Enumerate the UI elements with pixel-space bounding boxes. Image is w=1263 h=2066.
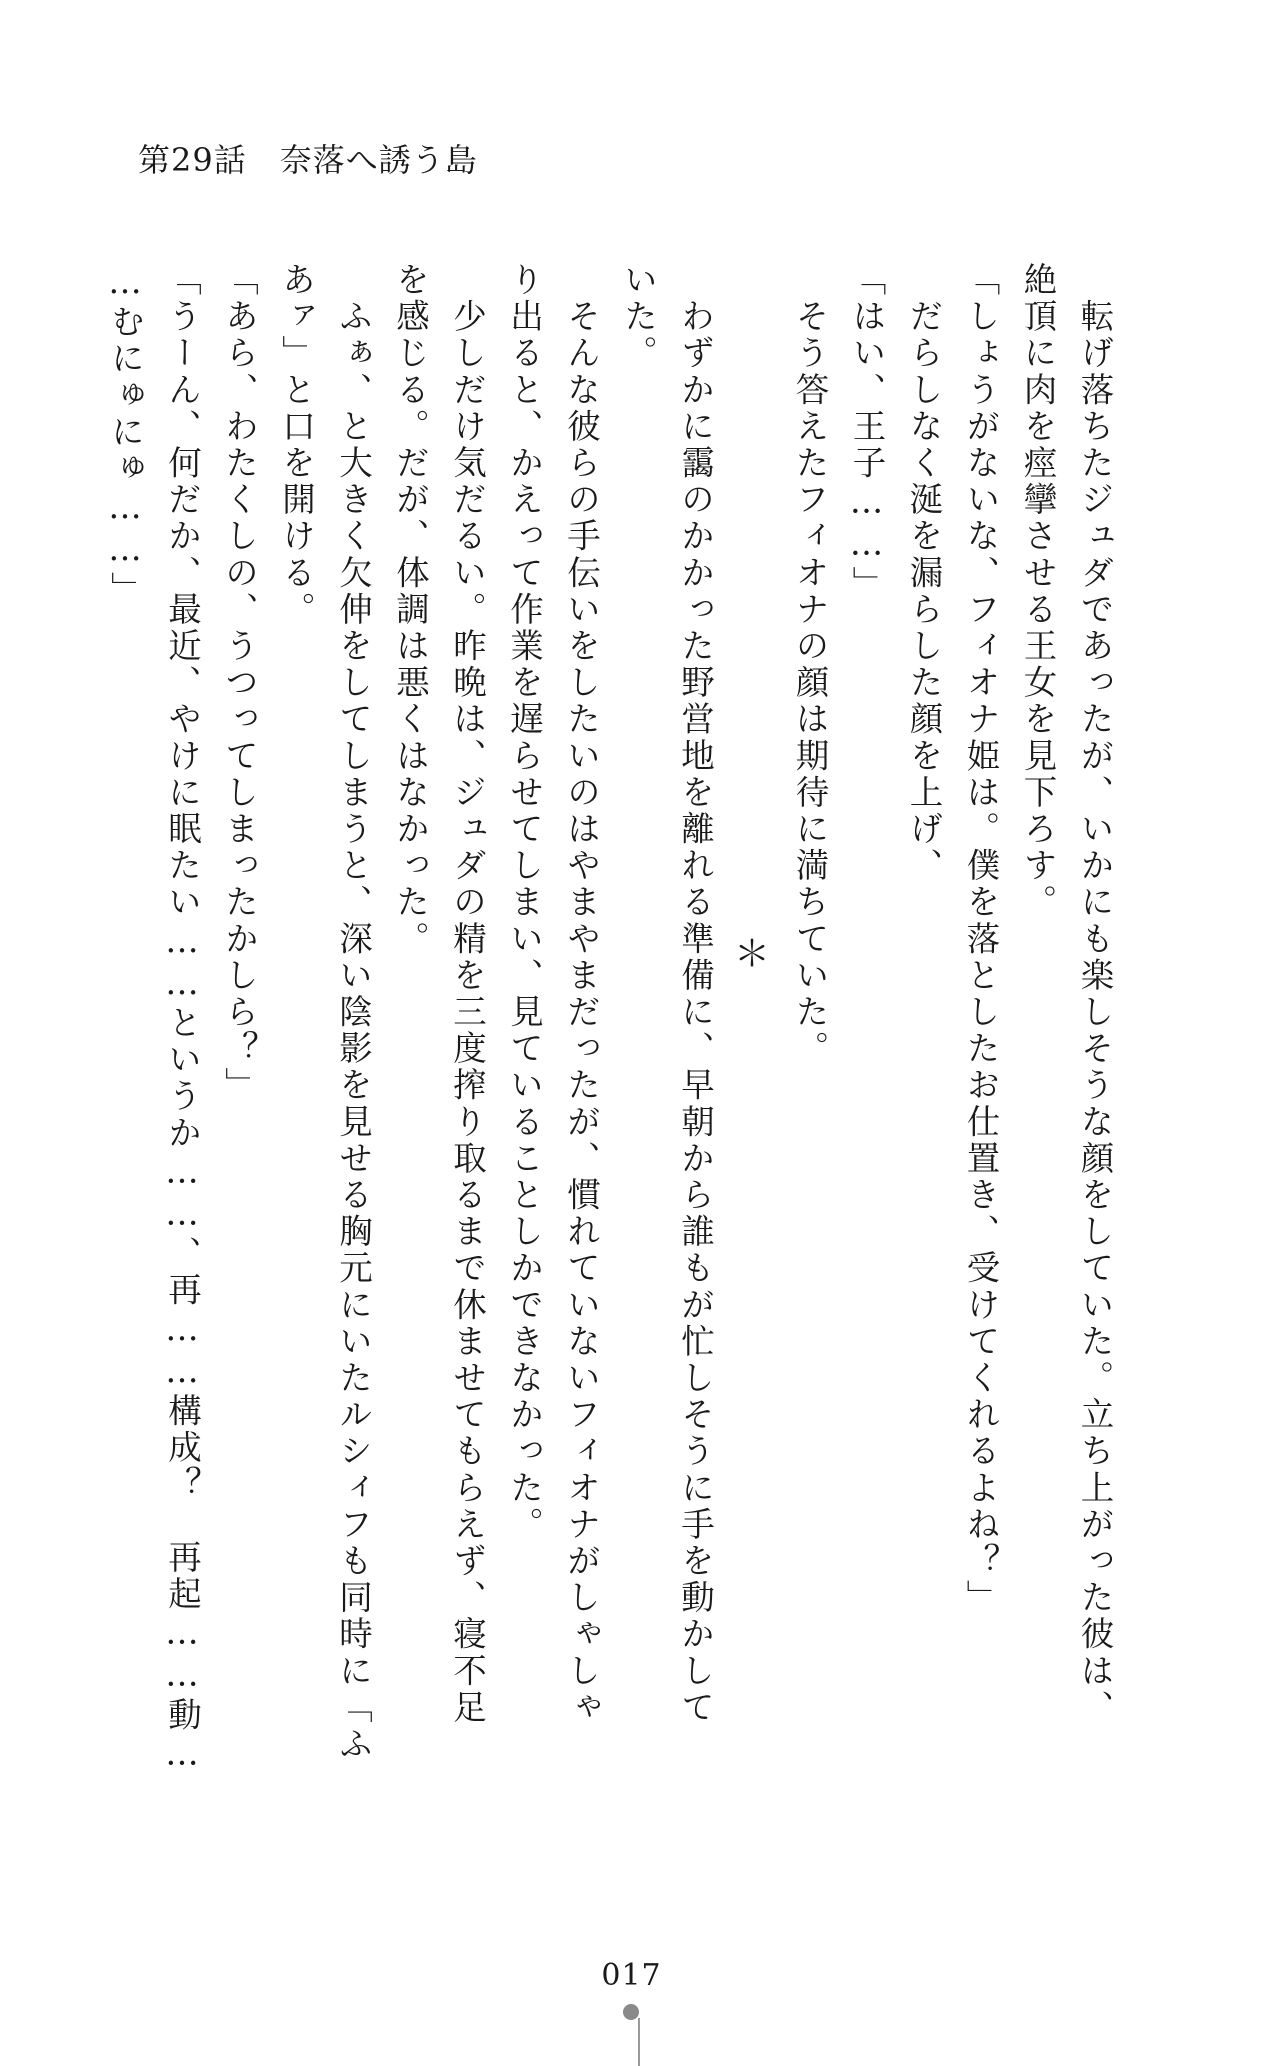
body-line: を感じる。だが、体調は悪くはなかった。 — [390, 262, 430, 958]
body-text — [97, 262, 1124, 1776]
page-marker-line — [638, 2018, 640, 2066]
body-line: 「うーん、何だか、最近、やけに眠たい……というか……、再……構成？ 再起……動… — [162, 262, 202, 1776]
body-line: 「しょうがないな、フィオナ姫は。僕を落としたお仕置き、受けてくれるよね？」 — [961, 262, 1000, 1617]
body-line: 転げ落ちたジュダであったが、いかにも楽しそうな顔をしていた。立ち上がった彼は、 — [1075, 262, 1114, 1726]
page-number: 017 — [601, 1958, 662, 1993]
body-line: …むにゅにゅ……」 — [105, 262, 145, 608]
scene-break-line — [724, 262, 782, 1662]
body-line: り出ると、かえって作業を遅らせてしまい、見ていることしかできなかった。 — [504, 262, 544, 1543]
body-line: いた。 — [618, 262, 658, 372]
body-line: ふぁ、と大きく欠伸をしてしまうと、深い陰影を見せる胸元にいたルシィフも同時に「ふ — [333, 262, 373, 1763]
page-marker-dot — [623, 2004, 639, 2020]
body-line: 少しだけ気だるい。昨晩は、ジュダの精を三度搾り取るまで休ませてもらえず、寝不足 — [447, 262, 487, 1726]
body-line: 絶頂に肉を痙攣させる王女を見下ろす。 — [1018, 262, 1057, 921]
body-line: そう答えたフィオナの顔は期待に満ちていた。 — [790, 262, 829, 1068]
chapter-header: 第29話 奈落へ誘う島 — [138, 141, 478, 179]
body-line: そんな彼らの手伝いをしたいのはやまやまだったが、慣れていないフィオナがしゃしゃ — [561, 262, 601, 1726]
body-line: あァ」と口を開ける。 — [276, 262, 316, 628]
scene-break-mark: ＊ — [733, 934, 771, 975]
body-line: だらしなく涎を漏らした顔を上げ、 — [904, 262, 943, 885]
body-line: 「はい、王子……」 — [847, 262, 886, 603]
body-line: わずかに靄のかかった野営地を離れる準備に、早朝から誰もが忙しそうに手を動かして — [675, 262, 715, 1726]
body-line: 「あら、わたくしの、うつってしまったかしら？」 — [219, 262, 259, 1104]
